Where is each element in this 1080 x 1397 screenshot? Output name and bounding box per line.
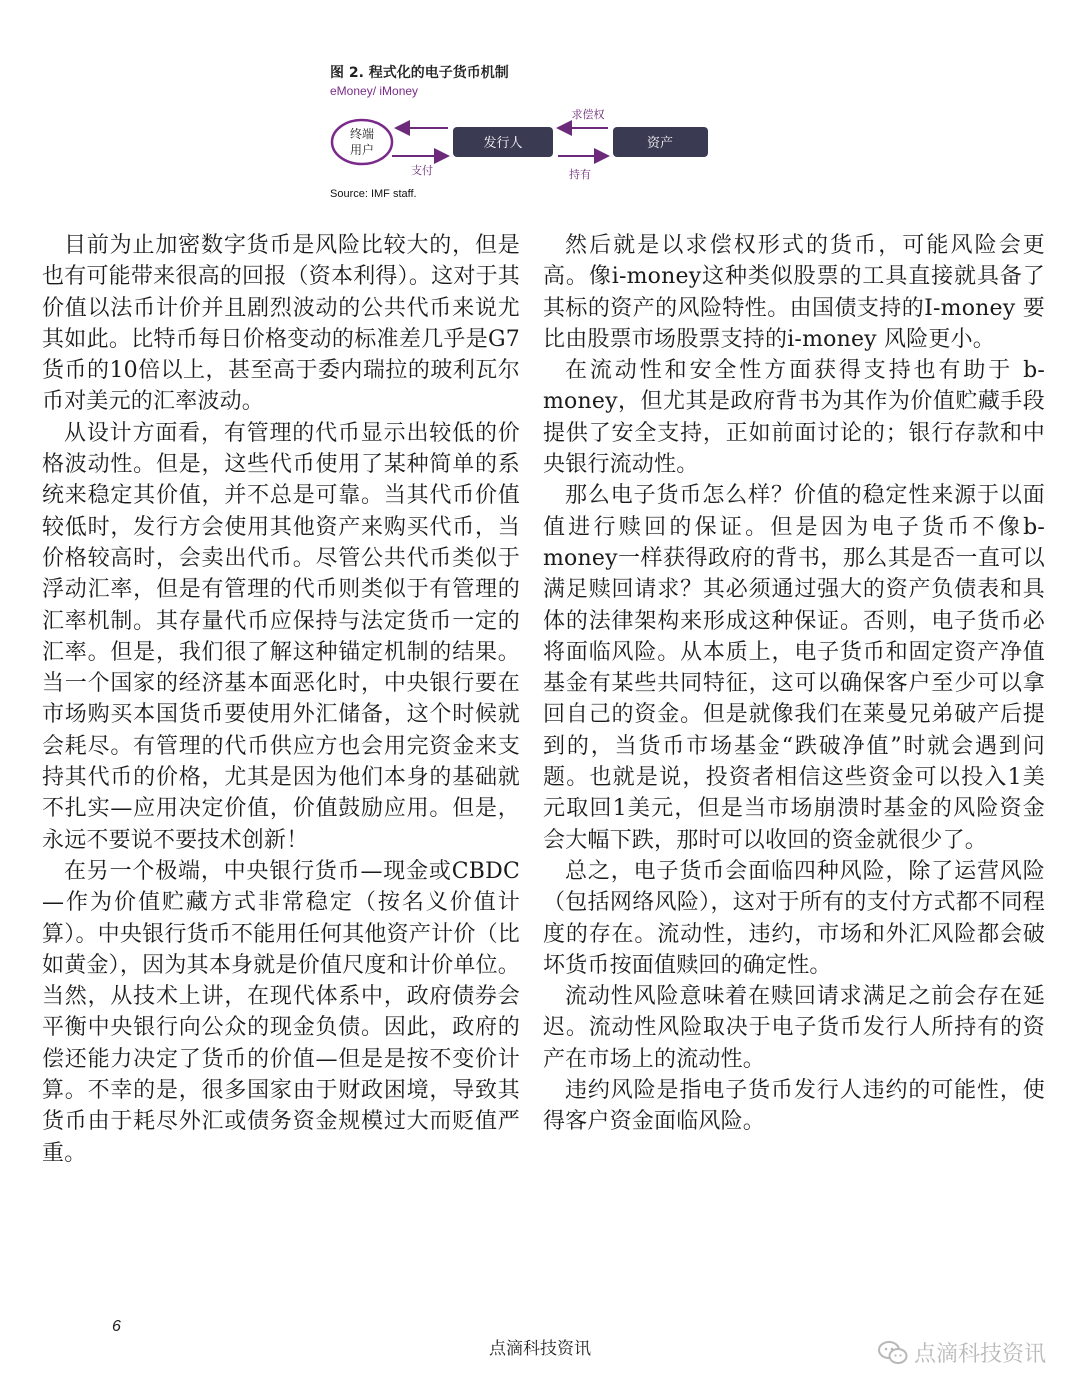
claim-label: 求偿权 — [571, 108, 605, 121]
figure-source: Source: IMF staff. — [330, 188, 417, 200]
paragraph: 从设计方面看，有管理的代币显示出较低的价格波动性。但是，这些代币使用了某种简单的系统来稳定其价值，并不总是可靠。当其代币价值较低时，发行方会使用其他资产来购买代币，当价格较高时，会卖出代币。尽管公共代币类似于浮动汇率，但是有管理的代币则类似于有管理的汇率机制。其存量代币应保持与法定货币一定的汇率。但是，我们很了解这种锚定机制的结果。当一个国家的经济基本面恶化时，中央银行要在市场购买本国货币要使用外汇储备，这个时候就会耗尽。有管理的代币供应方也会用完资金来支持其代币的价格，尤其是因为他们本身的基础就不扎实—应用决定价值，价值鼓励应用。但是，永远不要说不要技术创新！ — [42, 420, 520, 853]
figure-subtitle: eMoney/ iMoney — [330, 84, 419, 98]
hold-label: 持有 — [569, 168, 591, 181]
page-number: 6 — [112, 1318, 121, 1335]
paragraph: 目前为止加密数字货币是风险比较大的，但是也有可能带来很高的回报（资本利得）。这对于其价值以法币计价并且剧烈波动的公共代币来说尤其如此。比特币每日价格变动的标准差几乎是G7货币的10倍以上，甚至高于委内瑞拉的玻利瓦尔币对美元的汇率波动。 — [42, 233, 520, 415]
paragraph: 在另一个极端，中央银行货币—现金或CBDC—作为价值贮藏方式非常稳定（按名义价值计算）。中央银行货币不能用任何其他资产计价（比如黄金），因为其本身就是价值尺度和计价单位。当然，从技术上讲，在现代体系中，政府债券会平衡中央银行向公众的现金负债。因此，政府的偿还能力决定了货币的价值—但是是按不变价计算。不幸的是，很多国家由于财政困境，导致其货币由于耗尽外汇或债务资金规模过大而贬值严重。 — [42, 858, 520, 1166]
payment-label: 支付 — [411, 164, 433, 177]
end-user-label-2: 用户 — [349, 143, 375, 157]
issuer-label: 发行人 — [483, 136, 523, 151]
watermark-text: 点滴科技资讯 — [913, 1342, 1046, 1367]
paragraph: 那么电子货币怎么样？价值的稳定性来源于以面值进行赎回的保证。但是因为电子货币不像b-money一样获得政府的背书，那么其是否一直可以满足赎回请求？其必须通过强大的资产负债表和具体的法律架构来形成这种保证。否则，电子货币必将面临风险。从本质上，电子货币和固定资产净值基金有某些共同特征，这可以确保客户至少可以拿回自己的资金。但是就像我们在莱曼兄弟破产后提到的，当货币市场基金“跌破净值”时就会遇到问题。也就是说，投资者相信这些资金可以投入1美元取回1美元，但是当市场崩溃时基金的风险资金会大幅下跌，那时可以收回的资金就很少了。 — [543, 483, 1045, 853]
watermark — [878, 1337, 1046, 1368]
left-column — [42, 230, 520, 1169]
footer-title: 点滴科技资讯 — [489, 1339, 591, 1359]
wechat-icon — [878, 1340, 908, 1366]
end-user-label-1: 终端 — [349, 127, 375, 141]
paragraph: 总之，电子货币会面临四种风险，除了运营风险（包括网络风险），这对于所有的支付方式都不同程度的存在。流动性，违约，市场和外汇风险都会破坏货币按面值赎回的确定性。 — [543, 858, 1045, 978]
paragraph: 流动性风险意味着在赎回请求满足之前会存在延迟。流动性风险取决于电子货币发行人所持有的资产在市场上的流动性。 — [543, 984, 1045, 1072]
paragraph: 违约风险是指电子货币发行人违约的可能性，使得客户资金面临风险。 — [543, 1078, 1045, 1135]
figure-title: 图 2. 程式化的电子货币机制 — [330, 65, 509, 81]
emoney-diagram — [330, 102, 730, 188]
figure — [330, 62, 750, 212]
paragraph: 然后就是以求偿权形式的货币，可能风险会更高。像i-money这种类似股票的工具直接就具备了其标的资产的风险特性。由国债支持的I-money 要比由股票市场股票支持的i-money 风险更小。 — [543, 233, 1045, 352]
assets-label: 资产 — [646, 136, 674, 151]
right-column — [543, 230, 1045, 1138]
paragraph: 在流动性和安全性方面获得支持也有助于 b-money，但尤其是政府背书为其作为价值贮藏手段提供了安全支持，正如前面讨论的；银行存款和中央银行流动性。 — [543, 358, 1045, 478]
